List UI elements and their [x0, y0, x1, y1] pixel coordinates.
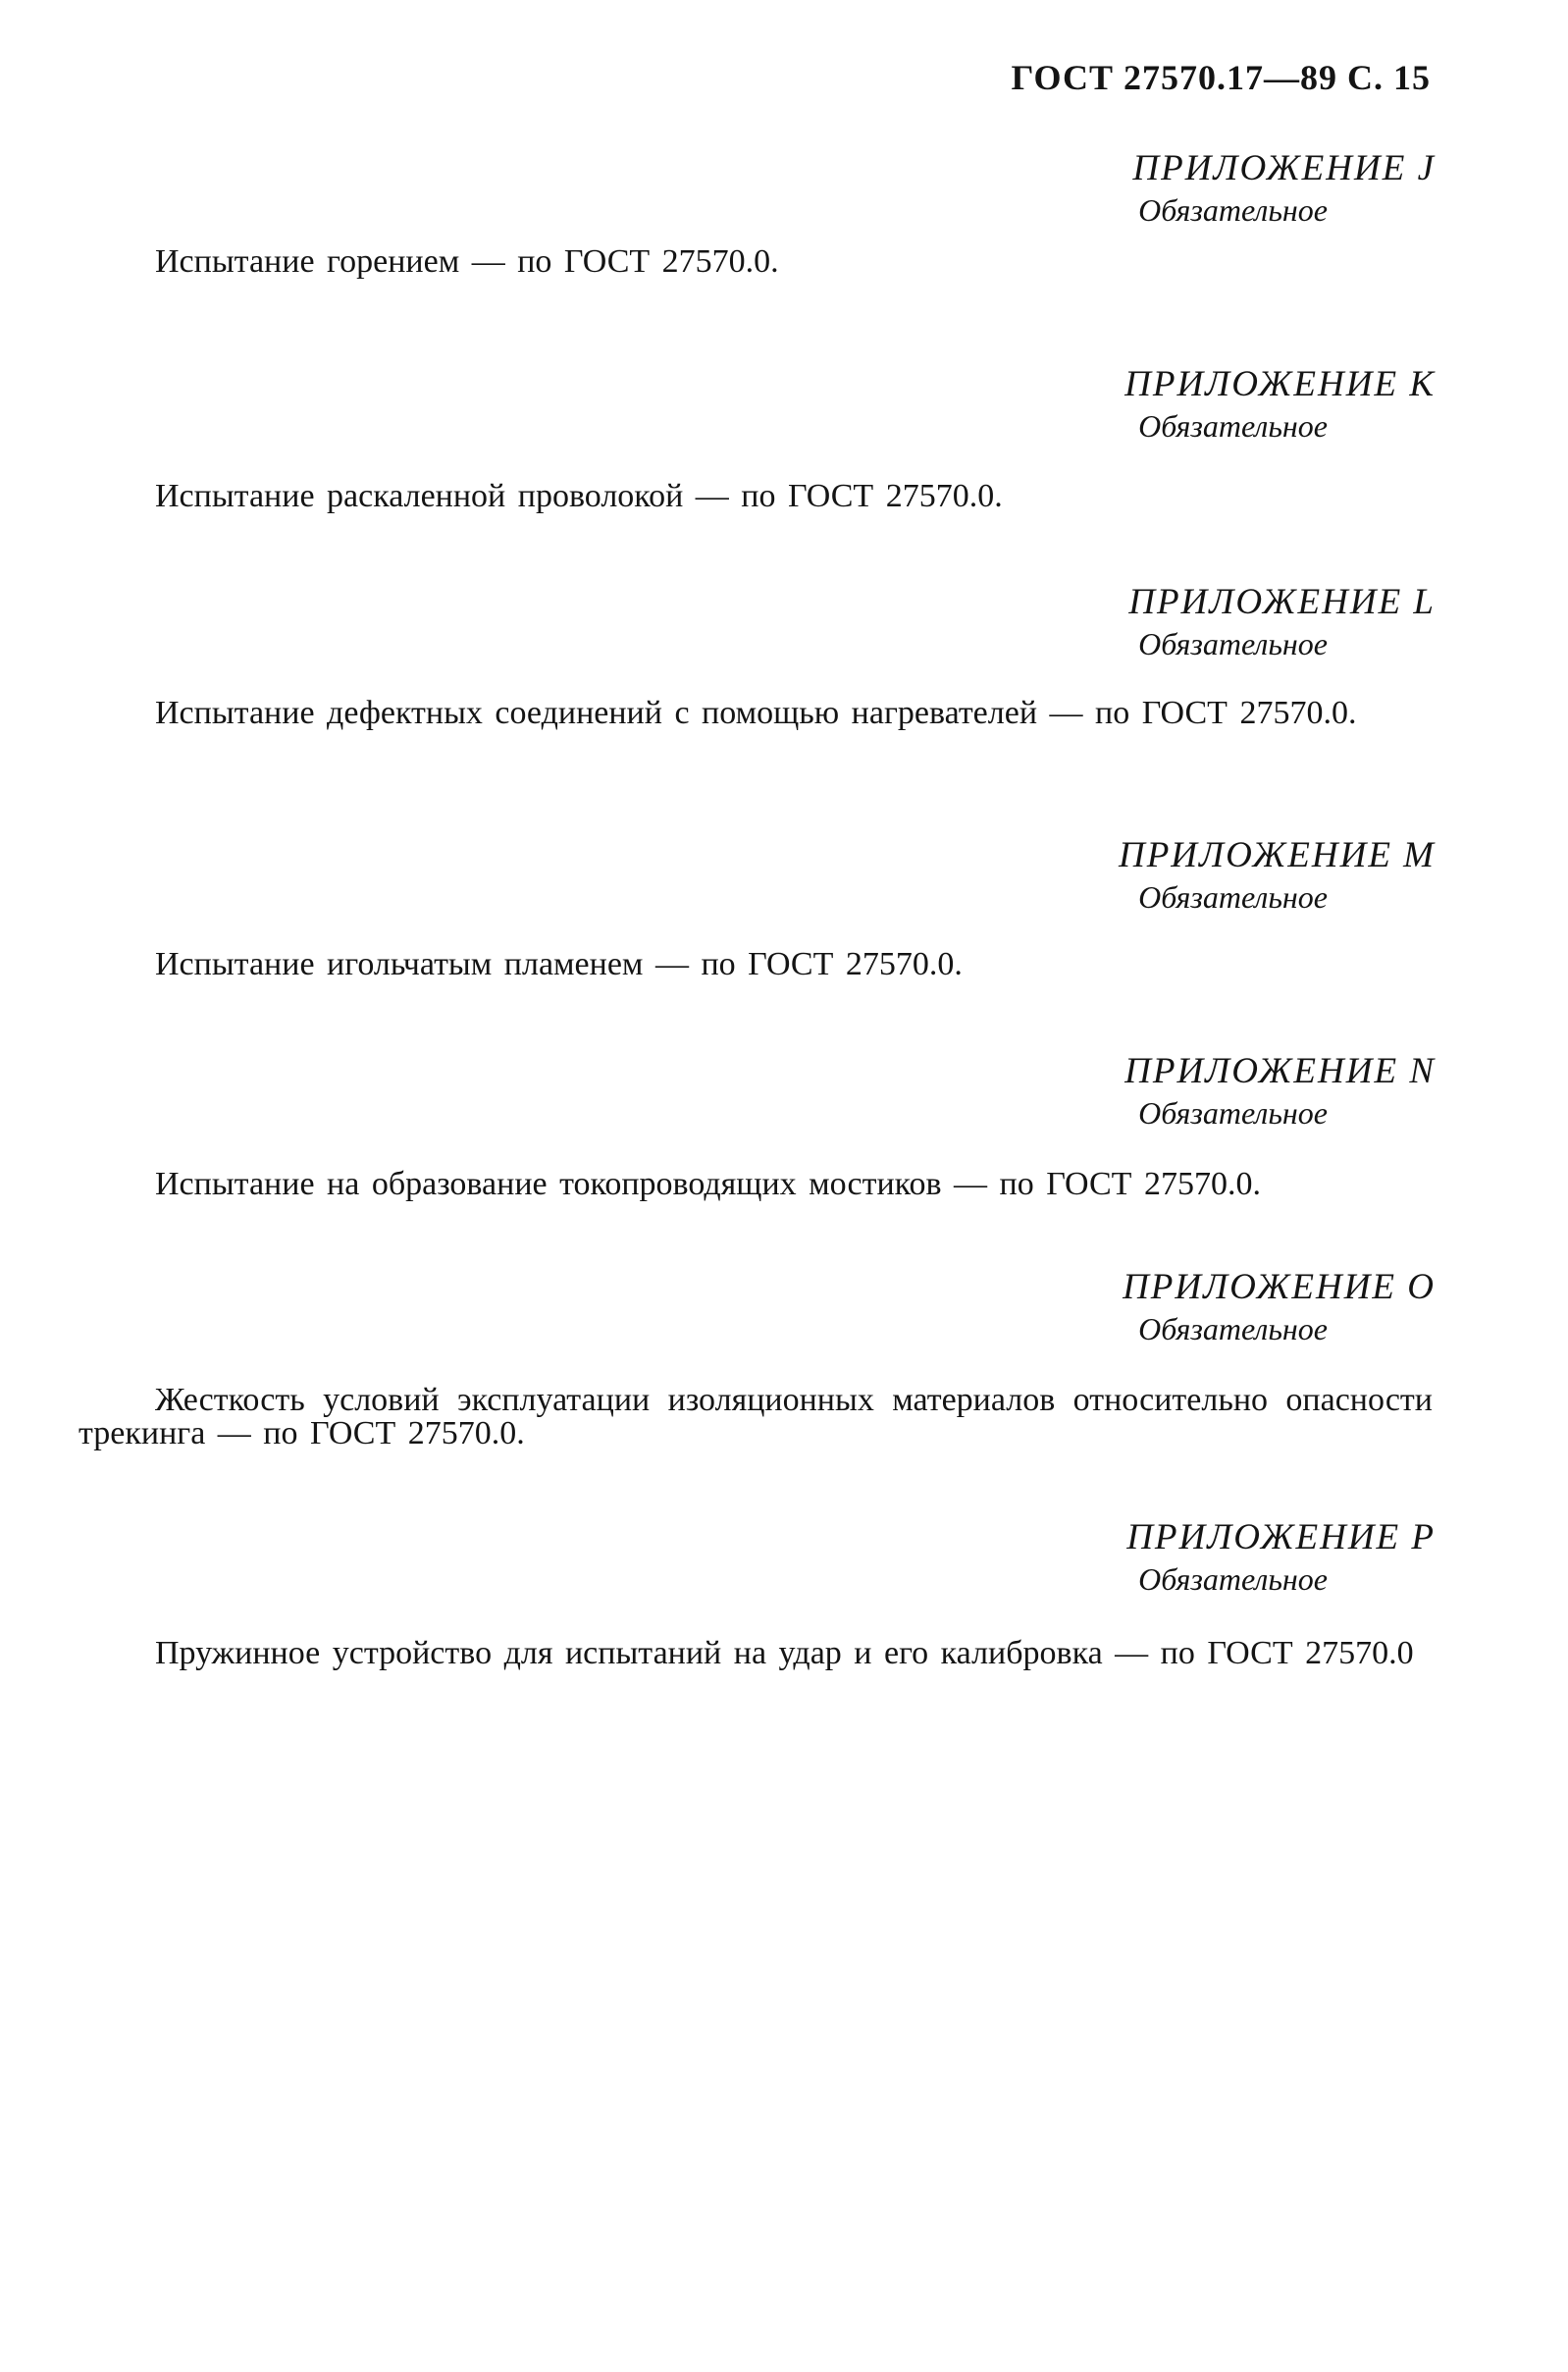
annex-n-text: Испытание на образование токопроводящих мостиков — по ГОСТ 27570.0.: [155, 1166, 1261, 1202]
annex-l-text: Испытание дефектных соединений с помощью нагревателей — по ГОСТ 27570.0.: [155, 695, 1357, 731]
annex-o-title: ПРИЛОЖЕНИЕ O: [1123, 1267, 1436, 1307]
annex-p-heading: [1126, 1516, 1436, 1599]
annex-k-title: ПРИЛОЖЕНИЕ K: [1124, 364, 1436, 404]
annex-n-heading: [1124, 1050, 1436, 1133]
annex-l-heading: [1128, 581, 1436, 663]
annex-k-text: Испытание раскаленной проволокой — по ГОСТ 27570.0.: [155, 478, 1003, 514]
annex-k-status: Обязательное: [1138, 408, 1328, 444]
annex-m-title: ПРИЛОЖЕНИЕ M: [1118, 835, 1436, 875]
annex-p-status: Обязательное: [1138, 1561, 1328, 1597]
annex-p-text: Пружинное устройство для испытаний на удар и его калибровка — по ГОСТ 27570.0: [155, 1635, 1414, 1671]
annex-o-status: Обязательное: [1138, 1311, 1328, 1346]
running-header: ГОСТ 27570.17—89 С. 15: [1011, 58, 1431, 97]
annex-l-status: Обязательное: [1138, 626, 1328, 661]
annex-o-heading: [1123, 1266, 1436, 1348]
annex-j-heading: [1132, 147, 1436, 230]
annex-j-status: Обязательное: [1138, 192, 1328, 228]
annex-l-title: ПРИЛОЖЕНИЕ L: [1128, 582, 1436, 622]
annex-m-text: Испытание игольчатым пламенем — по ГОСТ 27570.0.: [155, 946, 963, 982]
annex-p-title: ПРИЛОЖЕНИЕ P: [1126, 1517, 1436, 1557]
annex-j-text: Испытание горением — по ГОСТ 27570.0.: [155, 243, 779, 280]
annex-o-text: Жесткость условий эксплуатации изоляционных материалов относительно опасности трекинга — по ГОСТ 27570.0.: [78, 1382, 1433, 1451]
annex-j-title: ПРИЛОЖЕНИЕ J: [1132, 148, 1436, 188]
annex-k-heading: [1124, 363, 1436, 446]
annex-m-status: Обязательное: [1138, 879, 1328, 915]
annex-n-status: Обязательное: [1138, 1095, 1328, 1131]
annex-n-title: ПРИЛОЖЕНИЕ N: [1124, 1051, 1436, 1091]
annex-m-heading: [1119, 834, 1436, 917]
